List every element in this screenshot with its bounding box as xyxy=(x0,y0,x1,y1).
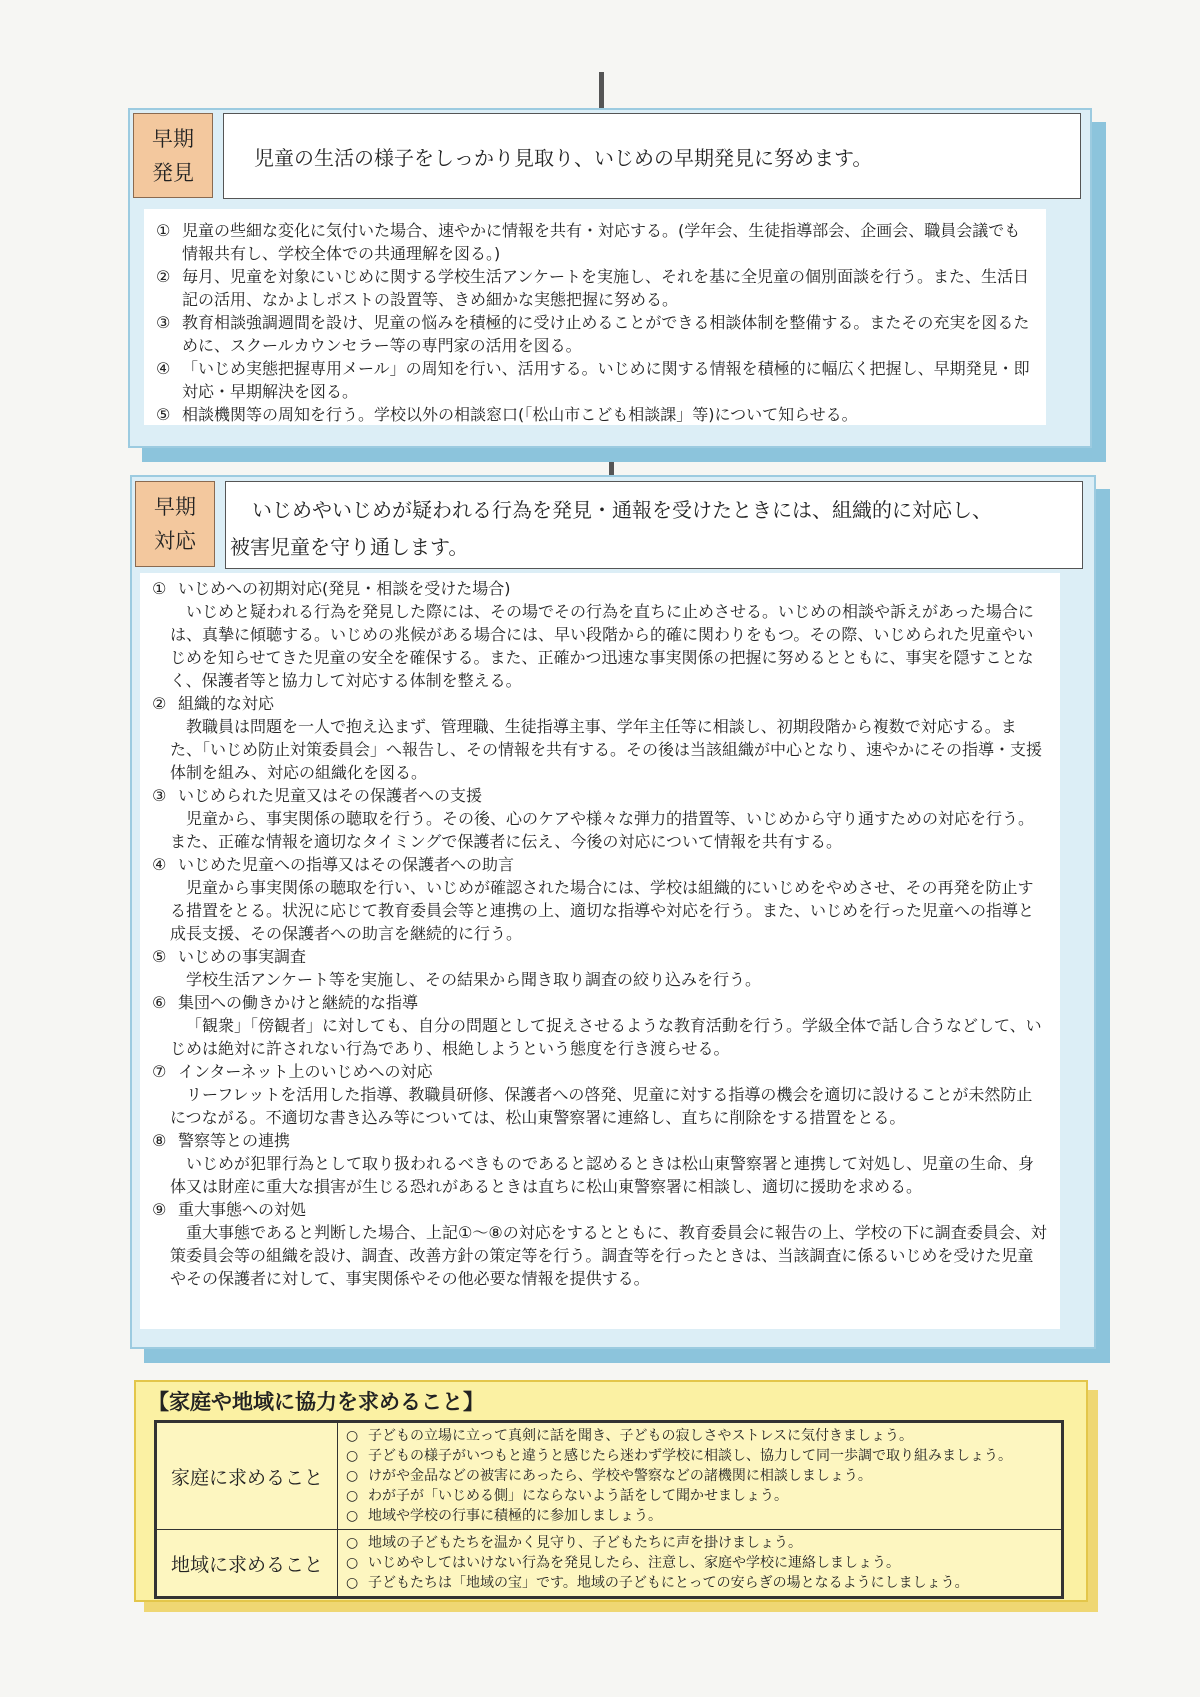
headline-line2: 被害児童を守り通します。 xyxy=(230,535,469,559)
item-number: ③ xyxy=(152,786,167,805)
list-item xyxy=(152,1129,1048,1198)
item-title: 重大事態への対処 xyxy=(178,1200,307,1219)
list-item xyxy=(346,1486,1053,1506)
list-item xyxy=(346,1573,1053,1593)
row-items xyxy=(338,1422,1063,1530)
bullet-icon: ○ xyxy=(346,1555,359,1571)
item-title: いじめへの初期対応(発見・相談を受けた場合) xyxy=(178,579,511,598)
item-text: 相談機関等の周知を行う。学校以外の相談窓口(「松山市こども相談課」等)について知らせる。 xyxy=(182,405,858,424)
headline-line1: いじめやいじめが疑われる行為を発見・通報を受けたときには、組織的に対応し、 xyxy=(252,498,992,522)
list-item xyxy=(152,577,1048,692)
item-number: ① xyxy=(156,221,171,240)
item-text: 子どもたちは「地域の宝」です。地域の子どもにとっての安らぎの場となるようにしましょう。 xyxy=(368,1575,969,1591)
tag-line1: 早期 xyxy=(152,127,194,151)
list-item xyxy=(156,403,1034,426)
list-item xyxy=(152,1198,1048,1290)
item-number: ⑥ xyxy=(152,993,167,1012)
tag-line2: 発見 xyxy=(152,161,194,185)
item-number: ② xyxy=(156,267,171,286)
item-body: いじめが犯罪行為として取り扱われるべきものであると認めるときは松山東警察署と連携して対処し、児童の生命、身体又は財産に重大な損害が生じる恐れがあるときは直ちに松山東警察署に相談し、適切に援助を求める。 xyxy=(170,1154,1035,1196)
item-number: ④ xyxy=(156,359,171,378)
item-text: 地域の子どもたちを温かく見守り、子どもたちに声を掛けましょう。 xyxy=(368,1535,802,1551)
early-detection-headline xyxy=(223,113,1081,199)
bullet-icon: ○ xyxy=(346,1488,359,1504)
headline-text: 児童の生活の様子をしっかり見取り、いじめの早期発見に努めます。 xyxy=(254,146,873,170)
early-detection-tag xyxy=(133,113,213,198)
list-item xyxy=(346,1446,1053,1466)
list-item xyxy=(152,1060,1048,1129)
bullet-icon: ○ xyxy=(346,1508,359,1524)
row-label: 地域に求めること xyxy=(156,1530,338,1598)
top-connector xyxy=(599,72,604,108)
list-item xyxy=(152,784,1048,853)
item-number: ④ xyxy=(152,855,167,874)
item-body: リーフレットを活用した指導、教職員研修、保護者への啓発、児童に対する指導の機会を適切に設けることが未然防止につながる。不適切な書き込み等については、松山東警察署に連絡し、直ちに削除をする措置をとる。 xyxy=(170,1085,1033,1127)
item-body: 「観衆」「傍観者」に対しても、自分の問題として捉えさせるような教育活動を行う。学級全体で話し合うなどして、いじめは絶対に許されない行為であり、根絶しようという態度を行き渡らせる。 xyxy=(170,1016,1042,1058)
item-number: ⑧ xyxy=(152,1131,167,1150)
item-text: 児童の些細な変化に気付いた場合、速やかに情報を共有・対応する。(学年会、生徒指導部会、企画会、職員会議でも情報共有し、学校全体での共通理解を図る。) xyxy=(182,221,1021,263)
item-text: 「いじめ実態把握専用メール」の周知を行い、活用する。いじめに関する情報を積極的に幅広く把握し、早期発見・即対応・早期解決を図る。 xyxy=(182,359,1030,401)
item-text: 子どもの立場に立って真剣に話を聞き、子どもの寂しさやストレスに気付きましょう。 xyxy=(368,1428,914,1444)
item-body: 教職員は問題を一人で抱え込まず、管理職、生徒指導主事、学年主任等に相談し、初期段階から複数で対応する。また、「いじめ防止対策委員会」へ報告し、その情報を共有する。その後は当該組織が中心となり、速やかにその指導・支援体制を組み、対応の組織化を図る。 xyxy=(170,717,1043,782)
item-body: 児童から事実関係の聴取を行い、いじめが確認された場合には、学校は組織的にいじめをやめさせ、その再発を防止する措置をとる。状況に応じて教育委員会等と連携の上、適切な指導や対応を行う。また、いじめを行った児童への指導と成長支援、その保護者への助言を継続的に行う。 xyxy=(170,878,1035,943)
bullet-icon: ○ xyxy=(346,1428,359,1444)
item-title: いじめの事実調査 xyxy=(178,947,307,966)
item-title: いじめられた児童又はその保護者への支援 xyxy=(178,786,483,805)
item-text: わが子が「いじめる側」にならないよう話をして聞かせましょう。 xyxy=(368,1488,788,1504)
list-item xyxy=(156,265,1034,311)
item-number: ② xyxy=(152,694,167,713)
item-text: 地域や学校の行事に積極的に参加しましょう。 xyxy=(368,1508,662,1524)
item-body: 学校生活アンケート等を実施し、その結果から聞き取り調査の絞り込みを行う。 xyxy=(186,970,762,989)
bullet-icon: ○ xyxy=(346,1468,359,1484)
bullet-icon: ○ xyxy=(346,1448,359,1464)
item-text: いじめやしてはいけない行為を発見したら、注意し、家庭や学校に連絡しましょう。 xyxy=(368,1555,900,1571)
early-response-panel xyxy=(130,475,1096,1349)
list-item xyxy=(156,311,1034,357)
tag-line1: 早期 xyxy=(154,495,196,519)
cooperation-panel xyxy=(134,1380,1088,1602)
early-detection-panel xyxy=(128,108,1092,448)
list-item xyxy=(346,1466,1053,1486)
item-title: 組織的な対応 xyxy=(178,694,275,713)
item-text: 毎月、児童を対象にいじめに関する学校生活アンケートを実施し、それを基に全児童の個別面談を行う。また、生活日記の活用、なかよしポストの設置等、きめ細かな実態把握に努める。 xyxy=(182,267,1030,309)
list-item xyxy=(152,945,1048,991)
item-body: いじめと疑われる行為を発見した際には、その場でその行為を直ちに止めさせる。いじめの相談や訴えがあった場合には、真摯に傾聴する。いじめの兆候がある場合には、早い段階から的確に関わりをもつ。その際、いじめられた児童やいじめを知らせてきた児童の安全を確保する。また、正確かつ迅速な事実関係の把握に努めるとともに、事実を隠すことなく、保護者等と協力して対応する体制を整える。 xyxy=(170,602,1034,690)
list-item xyxy=(346,1553,1053,1573)
item-text: 教育相談強調週間を設け、児童の悩みを積極的に受け止めることができる相談体制を整備する。またその充実を図るために、スクールカウンセラー等の専門家の活用を図る。 xyxy=(182,313,1030,355)
item-text: 子どもの様子がいつもと違うと感じたら迷わず学校に相談し、協力して同一歩調で取り組みましょう。 xyxy=(368,1448,1012,1464)
early-response-tag xyxy=(135,481,215,567)
list-item xyxy=(152,991,1048,1060)
item-number: ① xyxy=(152,579,167,598)
list-item xyxy=(152,692,1048,784)
row-items xyxy=(338,1530,1063,1598)
bullet-icon: ○ xyxy=(346,1575,359,1591)
tag-line2: 対応 xyxy=(154,529,196,553)
item-title: 警察等との連携 xyxy=(178,1131,291,1150)
item-body: 児童から、事実関係の聴取を行う。その後、心のケアや様々な弾力的措置等、いじめから守り通すための対応を行う。また、正確な情報を適切なタイミングで保護者に伝え、今後の対応について情報を共有する。 xyxy=(170,809,1035,851)
item-number: ③ xyxy=(156,313,171,332)
early-response-list xyxy=(140,573,1060,1329)
early-response-headline xyxy=(225,481,1083,569)
early-detection-list xyxy=(144,209,1046,425)
cooperation-title: 【家庭や地域に協力を求めること】 xyxy=(148,1390,484,1414)
row-label: 家庭に求めること xyxy=(156,1422,338,1530)
table-row xyxy=(156,1422,1063,1530)
list-item xyxy=(346,1426,1053,1446)
middle-connector xyxy=(609,450,614,476)
item-number: ⑦ xyxy=(152,1062,167,1081)
list-item xyxy=(346,1506,1053,1526)
list-item xyxy=(156,219,1034,265)
item-number: ⑤ xyxy=(156,405,171,424)
list-item xyxy=(152,853,1048,945)
item-title: いじめた児童への指導又はその保護者への助言 xyxy=(178,855,515,874)
cooperation-table xyxy=(154,1420,1064,1599)
item-title: 集団への働きかけと継続的な指導 xyxy=(178,993,419,1012)
bullet-icon: ○ xyxy=(346,1535,359,1551)
list-item xyxy=(346,1533,1053,1553)
list-item xyxy=(156,357,1034,403)
item-number: ⑤ xyxy=(152,947,167,966)
item-text: けがや金品などの被害にあったら、学校や警察などの諸機関に相談しましょう。 xyxy=(368,1468,872,1484)
table-row xyxy=(156,1530,1063,1598)
item-number: ⑨ xyxy=(152,1200,167,1219)
item-body: 重大事態であると判断した場合、上記①〜⑧の対応をするとともに、教育委員会に報告の上、学校の下に調査委員会、対策委員会等の組織を設け、調査、改善方針の策定等を行う。調査等を行ったときは、当該調査に係るいじめを受けた児童やその保護者に対して、事実関係やその他必要な情報を提供する。 xyxy=(170,1223,1047,1288)
item-title: インターネット上のいじめへの対応 xyxy=(178,1062,433,1081)
